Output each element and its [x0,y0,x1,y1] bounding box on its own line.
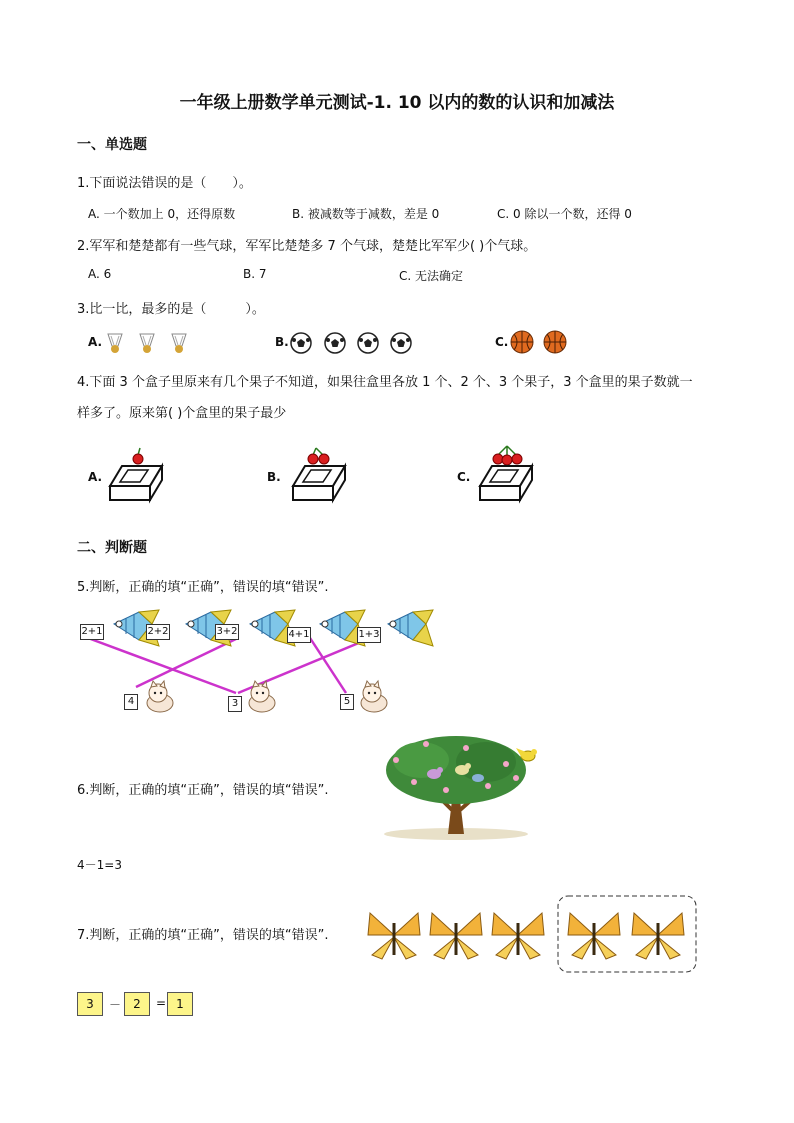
q2-option-a[interactable]: A. 6 [88,267,112,281]
fish-icon [388,610,433,646]
question-4-line-2: 样多了。原来第( )个盒里的果子最少 [77,406,287,421]
shuttlecock-icon [172,334,186,353]
bird-icon [472,774,484,782]
q4-option-b[interactable]: B. [267,470,281,484]
q4-option-a[interactable]: A. [88,470,103,484]
q3-option-c[interactable]: C. [495,335,509,349]
cat-icon [147,681,173,712]
equation-subtrahend-box: 2 [124,992,150,1016]
butterfly-icon [568,913,620,959]
q2-option-b[interactable]: B. 7 [243,267,267,281]
butterfly-icon [430,913,482,959]
q1-option-c[interactable]: C. 0 除以一个数，还得 0 [497,207,632,221]
box-with-one-cherry-icon [100,440,166,512]
butterfly-icon [368,913,420,959]
soccer-ball-icon-group [290,331,414,355]
equation-minus-sign: － [109,998,122,1012]
question-1: 1.下面说法错误的是（ ）。 [77,176,252,191]
question-6: 6.判断，正确的填“正确”，错误的填“错误”. [77,783,329,798]
equation-minuend-box: 3 [77,992,103,1016]
equation-result-box: 1 [167,992,193,1016]
equation-equals-sign: = [156,996,167,1010]
page-title: 一年级上册数学单元测试-1. 10 以内的数的认识和加减法 [179,93,615,113]
basketball-icon-group [510,329,570,355]
cat-icon [361,681,387,712]
answer-box: 3 [228,696,242,712]
q3-option-a[interactable]: A. [88,335,103,349]
answer-box: 5 [340,694,354,710]
box-with-two-cherries-icon [283,440,349,512]
box-with-three-cherries-icon [470,440,536,512]
butterfly-icon [632,913,684,959]
expression-box: 3+2 [215,624,239,640]
q3-option-b[interactable]: B. [275,335,289,349]
q6-equation: 4－1=3 [77,858,122,872]
shuttlecock-icon [140,334,154,353]
q1-option-a[interactable]: A. 一个数加上 0，还得原数 [88,207,236,221]
basketball-icon [544,331,566,353]
butterflies-illustration [360,895,700,975]
q2-option-c[interactable]: C. 无法确定 [399,269,464,283]
q4-option-c[interactable]: C. [457,470,471,484]
shuttlecock-icon-group [106,330,196,356]
question-4-line-1: 4.下面 3 个盒子里原来有几个果子不知道，如果往盒里各放 1 个、2 个、3 个果子，3 个盒里的果子数就一 [77,375,693,390]
butterfly-icon [492,913,544,959]
basketball-icon [511,331,533,353]
answer-box: 4 [124,694,138,710]
q1-option-b[interactable]: B. 被减数等于减数，差是 0 [292,207,440,221]
soccer-ball-icon [291,333,311,353]
question-5: 5.判断，正确的填“正确”，错误的填“错误”. [77,580,329,595]
expression-box: 2+1 [80,624,104,640]
expression-box: 2+2 [146,624,170,640]
expression-box: 1+3 [357,627,381,643]
question-3: 3.比一比，最多的是（ ）。 [77,302,265,317]
soccer-ball-icon [325,333,345,353]
question-7: 7.判断，正确的填“正确”，错误的填“错误”. [77,928,329,943]
section-heading-true-false: 二、判断题 [77,540,147,556]
section-heading-single-choice: 一、单选题 [77,137,147,153]
soccer-ball-icon [358,333,378,353]
match-lines [88,635,378,693]
question-2: 2.军军和楚楚都有一些气球，军军比楚楚多 7 个气球，楚楚比军军少( )个气球。 [77,239,537,254]
tree-with-birds-illustration [366,730,538,840]
expression-box: 4+1 [287,627,311,643]
shuttlecock-icon [108,334,122,353]
soccer-ball-icon [391,333,411,353]
